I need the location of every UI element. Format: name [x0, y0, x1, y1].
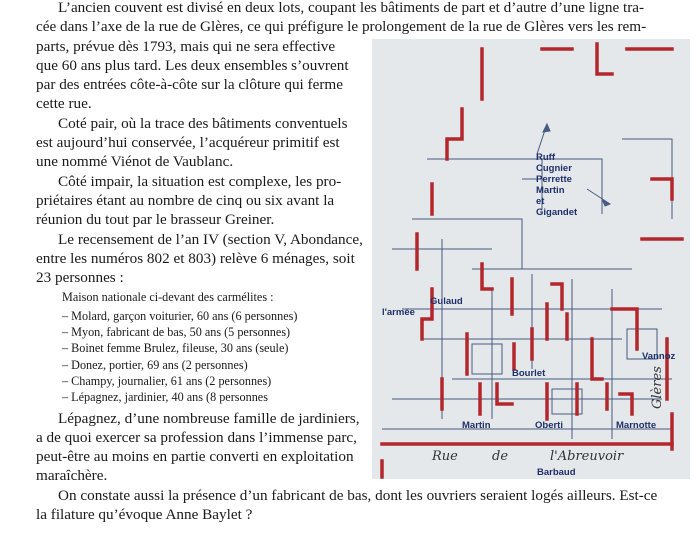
- plan-drawing: [372, 39, 690, 479]
- census-list-item: – Boinet femme Brulez, fileuse, 30 ans (seule): [62, 341, 289, 355]
- paragraph-line: entre les numéros 802 et 803) relève 6 ménages, soit: [36, 250, 355, 267]
- paragraph-line: Lépagnez, d’une nombreuse famille de jardiniers,: [58, 410, 360, 427]
- census-list-item: – Molard, garçon voiturier, 60 ans (6 personnes): [62, 309, 298, 323]
- street-label-abreuvoir: l'Abreuvoir: [550, 449, 624, 464]
- paragraph-line: par des entrées côte-à-côte sur la clôture qui ferme: [36, 76, 343, 93]
- census-list-item: – Lépagnez, jardinier, 40 ans (8 personnes: [62, 390, 268, 404]
- owner-name: Perrette: [536, 174, 572, 185]
- owner-name: Ruff: [536, 152, 555, 163]
- label-barbaud: Barbaud: [537, 467, 576, 478]
- paragraph-line: la filature qu’évoque Anne Baylet ?: [36, 506, 253, 523]
- census-list-item: – Donez, portier, 69 ans (2 personnes): [62, 358, 248, 372]
- label-gulaud: Gulaud: [430, 296, 463, 307]
- paragraph-line: que 60 ans plus tard. Les deux ensembles s’ouvrent: [36, 57, 349, 74]
- paragraph-line: est aujourd’hui conservée, l’acquéreur primitif est: [36, 134, 340, 151]
- paragraph-line: cée dans l’axe de la rue de Glères, ce qui préfigure le prolongement de la rue de Glères vers les rem-: [36, 18, 647, 35]
- owner-name: Gigandet: [536, 207, 578, 218]
- cadastral-plan: [372, 39, 690, 479]
- wall-lines: [382, 44, 682, 477]
- paragraph-line: une nommé Viénot de Vaublanc.: [36, 153, 234, 170]
- owner-name: Cugnier: [536, 163, 572, 174]
- paragraph-line: parts, prévue dès 1793, mais qui ne sera effective: [36, 38, 336, 55]
- street-label-de: de: [492, 449, 509, 464]
- label-vannoz: Vannoz: [642, 351, 676, 362]
- census-list-heading: Maison nationale ci-devant des carmélites :: [62, 290, 274, 304]
- census-list-item: – Myon, fabricant de bas, 50 ans (5 personnes): [62, 325, 291, 339]
- paragraph-line: Le recensement de l’an IV (section V, Abondance,: [58, 231, 363, 248]
- paragraph-line: On constate aussi la présence d’un fabricant de bas, dont les ouvriers seraient logés ailleurs. Est-ce: [58, 487, 658, 504]
- owner-name: Martin: [536, 185, 565, 196]
- paragraph-line: Côté impair, la situation est complexe, les pro-: [58, 173, 342, 190]
- paragraph-line: priétaires étant au nombre de cinq ou six avant la: [36, 192, 335, 209]
- paragraph-line: 23 personnes :: [36, 269, 124, 286]
- paragraph-line: a de quoi exercer sa profession dans l’immense parc,: [36, 429, 357, 446]
- census-list-item: – Champy, journalier, 61 ans (2 personnes): [62, 374, 272, 388]
- label-bourlet: Bourlet: [512, 368, 546, 379]
- label-larmee: l'armée: [382, 307, 415, 318]
- owner-name: et: [536, 196, 545, 207]
- paragraph-line: Coté pair, où la trace des bâtiments conventuels: [58, 115, 348, 132]
- paragraph-line: réunion du tout par le brasseur Greiner.: [36, 211, 275, 228]
- label-oberti: Oberti: [535, 420, 563, 431]
- label-martin: Martin: [462, 420, 491, 431]
- paragraph-line: cette rue.: [36, 95, 92, 112]
- paragraph-line: L’ancien couvent est divisé en deux lots, coupant les bâtiments de part et d’autre d’une ligne tra-: [58, 0, 645, 16]
- paragraph-line: peut-être au moins en partie converti en exploitation: [36, 448, 354, 465]
- owners-label: [536, 152, 577, 218]
- label-marnotte: Marnotte: [616, 420, 657, 431]
- paragraph-line: maraîchère.: [36, 467, 108, 484]
- street-label-rue: Rue: [432, 449, 458, 464]
- street-label-gleres: Glères: [650, 366, 665, 409]
